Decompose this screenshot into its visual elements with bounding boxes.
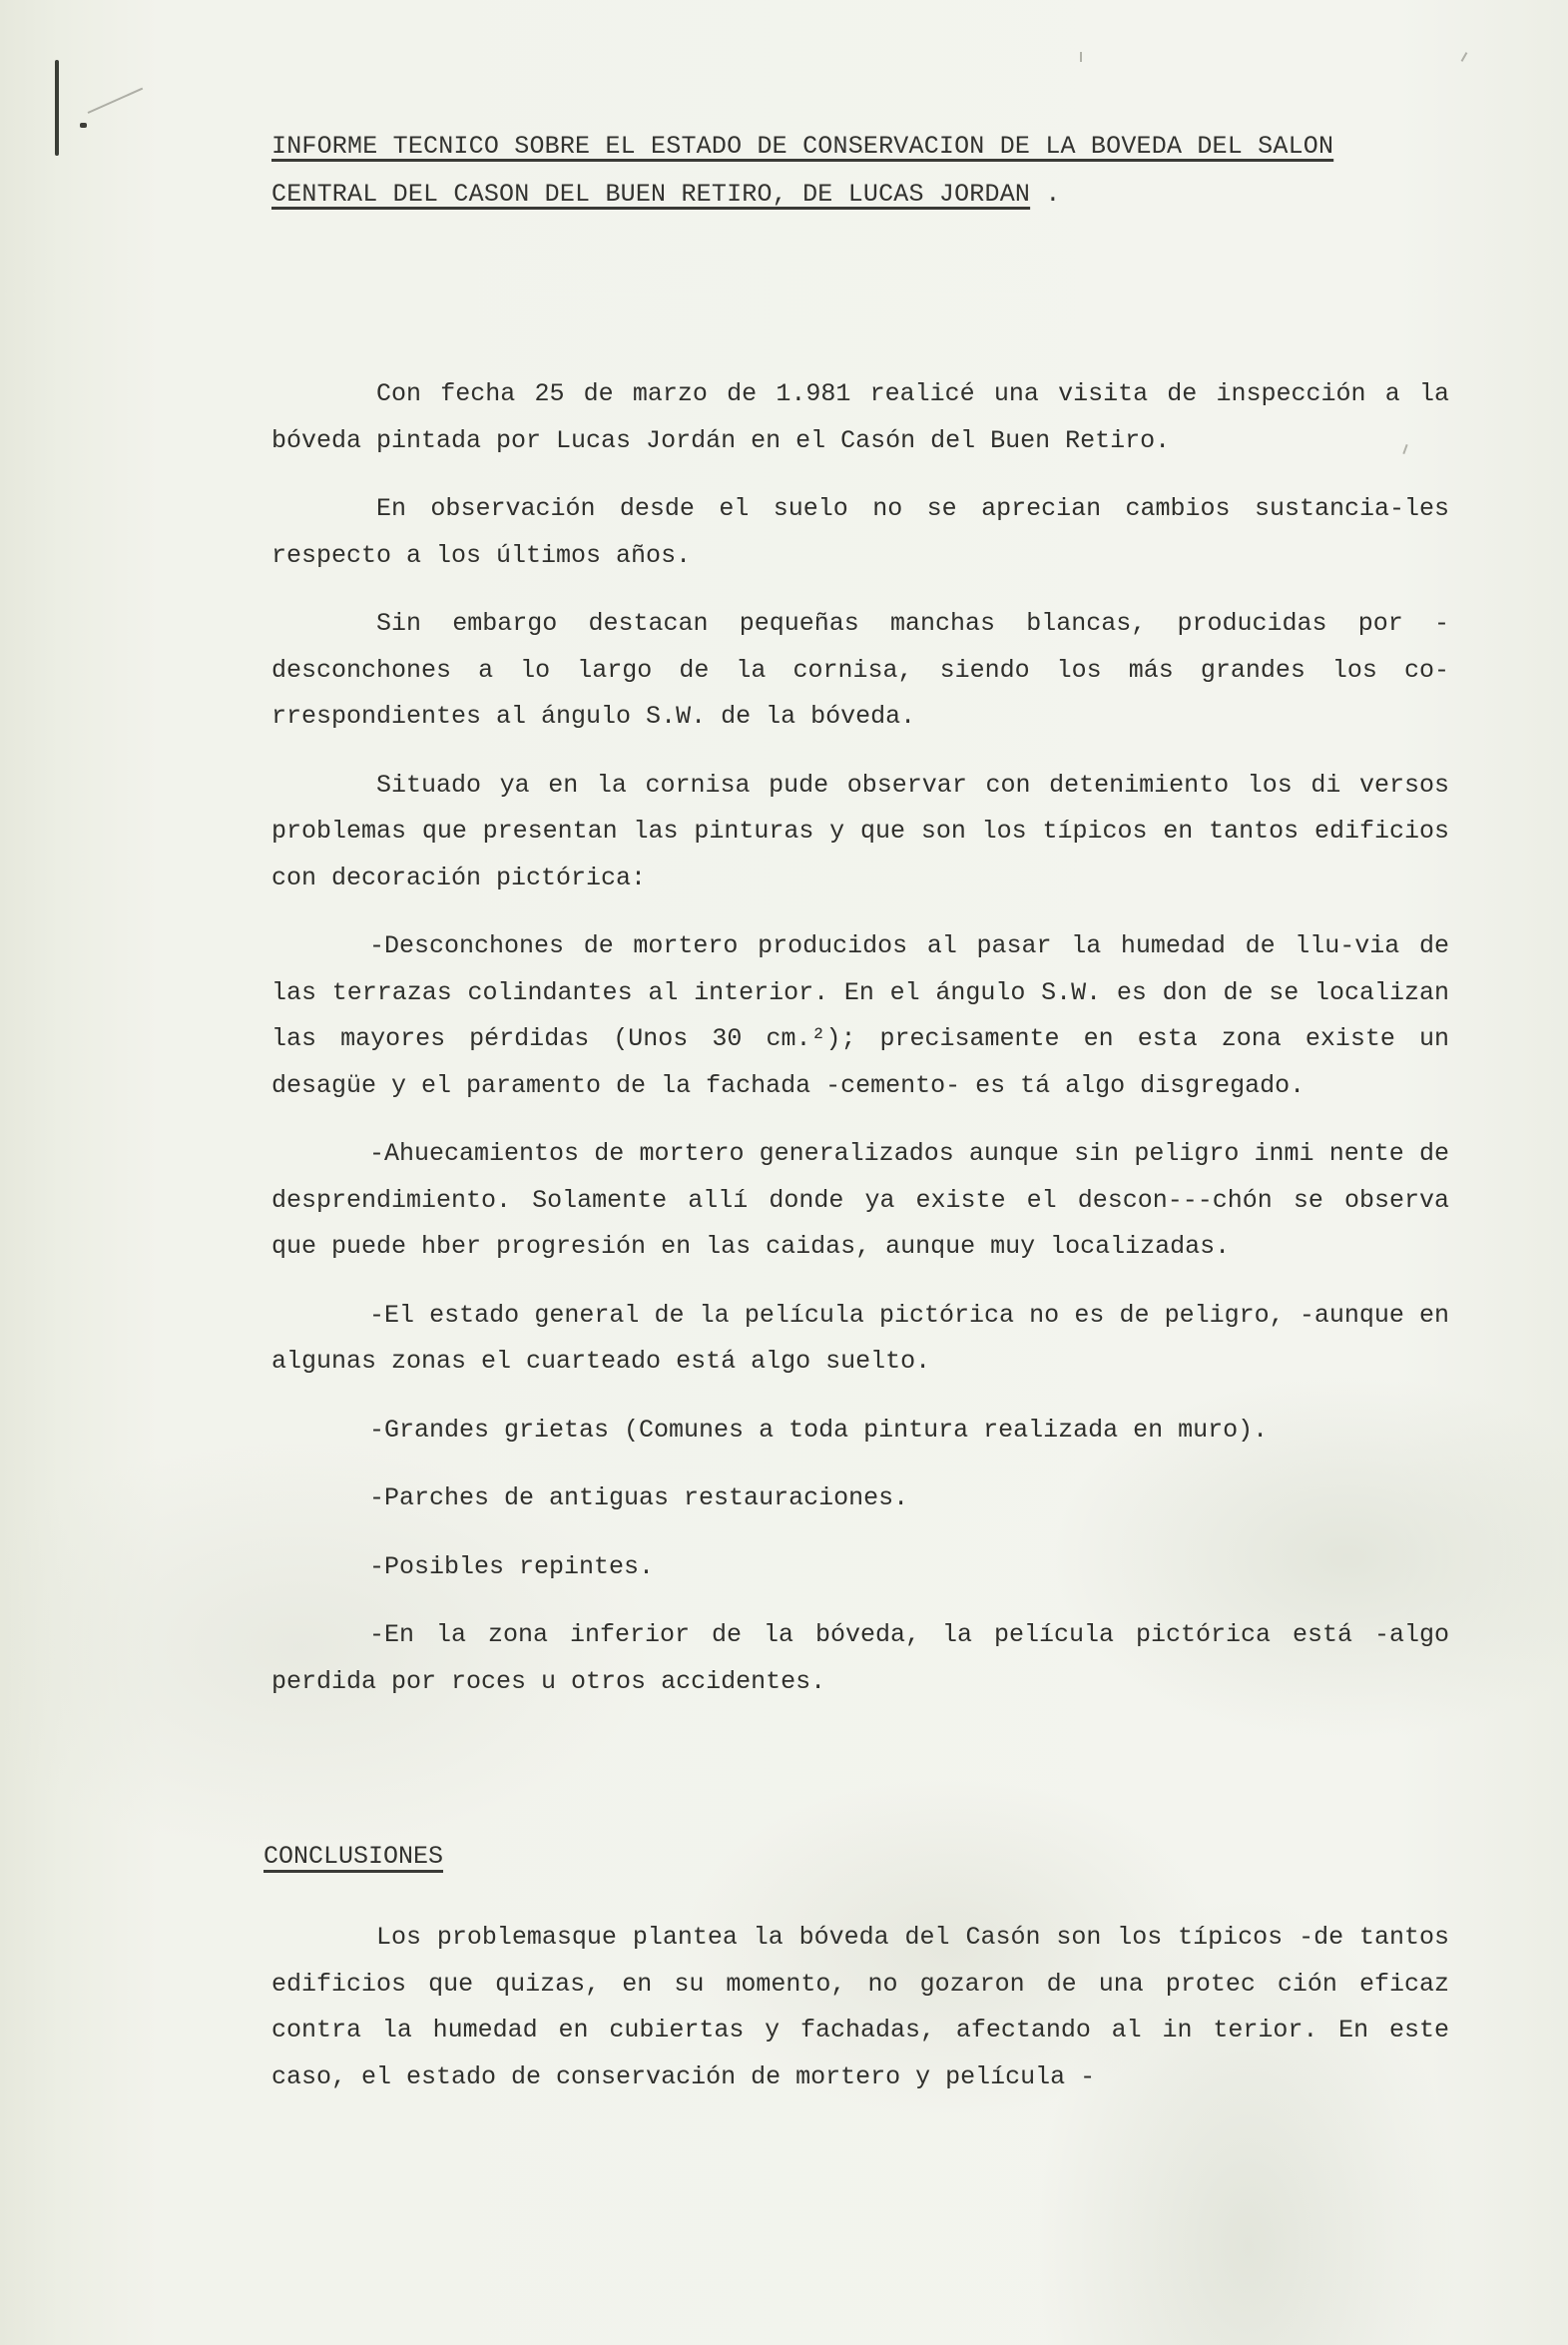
list-item-mortar-flaking: -Desconchones de mortero producidos al pasar la humedad de llu-via de las terrazas colindantes al interior. En el ángulo S.W. es don de se localizan las mayores pérdidas (Unos 30 cm.²); precisamente en esta zona existe un desagüe y el paramento de la fachada -cemento- es tá algo disgregado.	[271, 931, 1449, 1100]
list-item-mortar-hollowing: -Ahuecamientos de mortero generalizados aunque sin peligro inmi nente de desprendimiento. Solamente allí donde ya existe el descon---chón se observa que puede hber progresión en las caidas, aunque muy localizadas.	[271, 1139, 1449, 1261]
document-title	[271, 132, 1469, 228]
paragraph-cornice-observation: Situado ya en la cornisa pude observar con detenimiento los di versos problemas que presentan las pinturas y que son los típicos en tantos edificios con decoración pictórica:	[271, 770, 1449, 892]
binding-mark	[55, 60, 59, 156]
paragraph-ground-observation: En observación desde el suelo no se aprecian cambios sustancia-les respecto a los últimos años.	[271, 494, 1449, 570]
report-body	[271, 371, 1449, 1727]
title-line-2: CENTRAL DEL CASON DEL BUEN RETIRO, DE LUCAS JORDAN .	[271, 180, 1061, 209]
list-item-repaints: -Posibles repintes.	[369, 1551, 655, 1581]
binding-scratch	[88, 88, 144, 114]
list-item-lower-zone: -En la zona inferior de la bóveda, la película pictórica está -algo perdida por roces u otros accidentes.	[271, 1620, 1449, 1696]
list-item-paint-film: -El estado general de la película pictórica no es de peligro, -aunque en algunas zonas el cuarteado está algo suelto.	[271, 1300, 1449, 1376]
paragraph-inspection-date: Con fecha 25 de marzo de 1.981 realicé una visita de inspección a la bóveda pintada por Lucas Jordán en el Casón del Buen Retiro.	[271, 379, 1449, 455]
list-item-patches: -Parches de antiguas restauraciones.	[369, 1483, 909, 1512]
paper-speck	[1461, 52, 1468, 62]
title-line-1: INFORME TECNICO SOBRE EL ESTADO DE CONSERVACION DE LA BOVEDA DEL SALON	[271, 132, 1334, 161]
paper-speck	[1080, 52, 1082, 62]
conclusions-heading: CONCLUSIONES	[263, 1842, 444, 1871]
binding-dot	[80, 123, 87, 128]
paragraph-conclusions: Los problemasque plantea la bóveda del Casón son los típicos -de tantos edificios que quizas, en su momento, no gozaron de una protec ción eficaz contra la humedad en cubiertas y fachadas, afectando al in terior. En este caso, el estado de conservación de mortero y película -	[271, 1923, 1449, 2091]
conclusions-body	[271, 1915, 1449, 2122]
list-item-cracks: -Grandes grietas (Comunes a toda pintura realizada en muro).	[369, 1415, 1269, 1445]
paragraph-white-stains: Sin embargo destacan pequeñas manchas blancas, producidas por -desconchones a lo largo de la cornisa, siendo los más grandes los co-rrespondientes al ángulo S.W. de la bóveda.	[271, 609, 1449, 731]
